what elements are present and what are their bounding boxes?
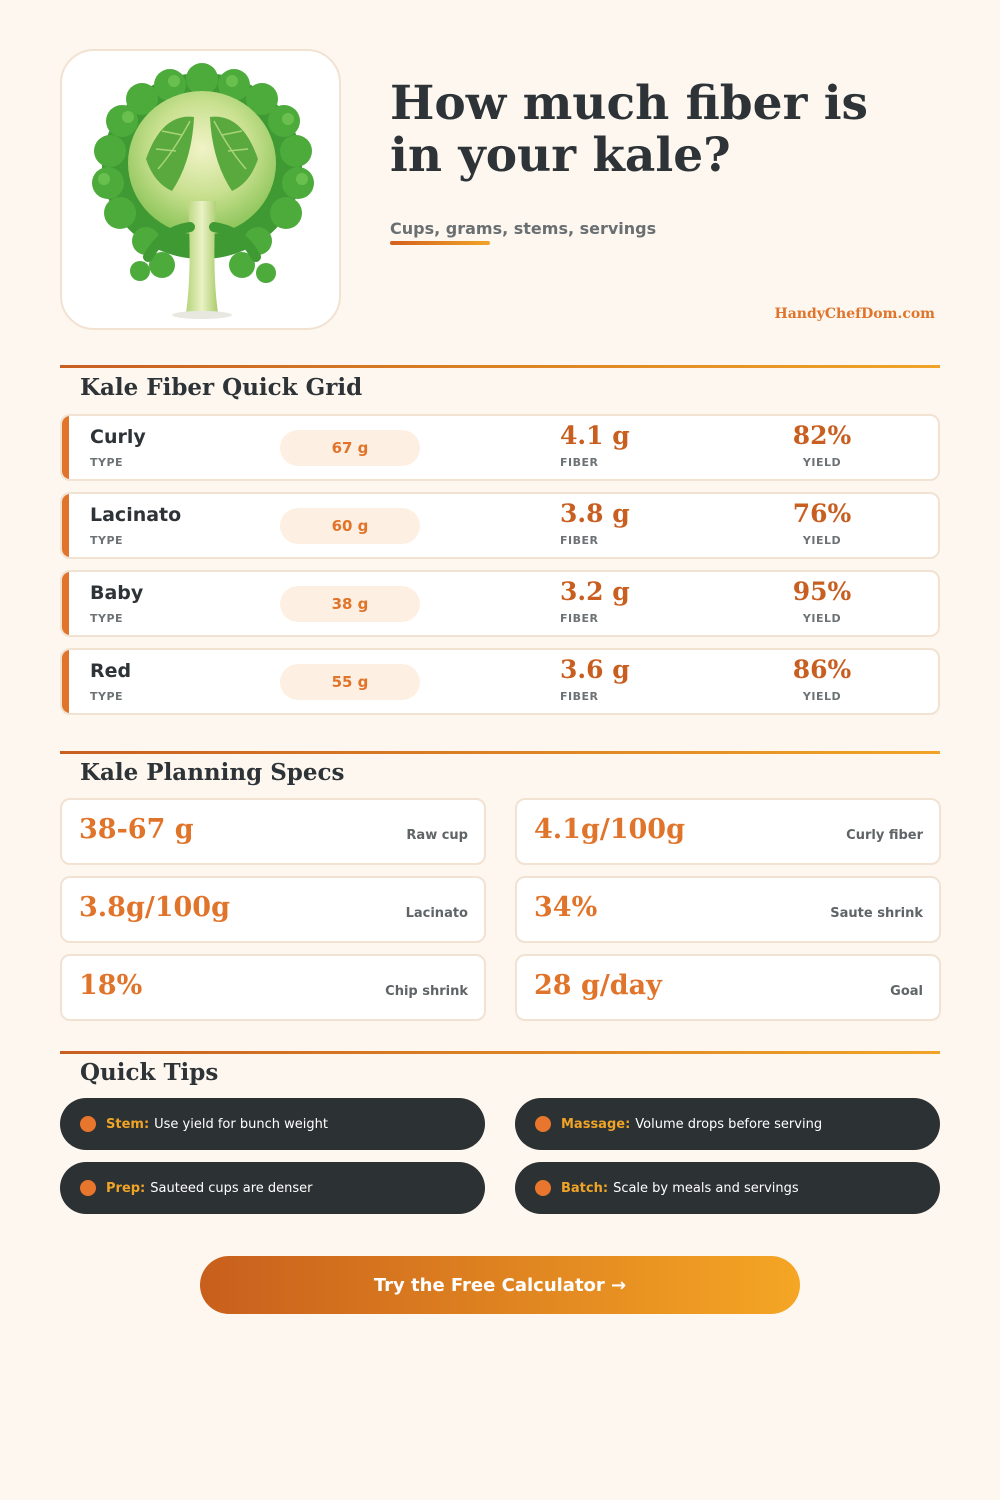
spec-label: Saute shrink <box>830 906 923 921</box>
yield-label: YIELD <box>802 690 842 703</box>
kale-leaf-icon <box>62 51 341 330</box>
type-label: TYPE <box>90 612 124 625</box>
yield-value: 86% <box>792 655 852 684</box>
spec-label: Chip shrink <box>385 984 468 999</box>
yield-value: 95% <box>792 577 852 606</box>
spec-card-curly-fiber <box>515 798 941 865</box>
section-divider <box>60 751 940 754</box>
bullet-dot-icon <box>80 1116 96 1132</box>
type-label: TYPE <box>90 456 124 469</box>
spec-label: Raw cup <box>406 828 468 843</box>
planning-specs-title: Kale Planning Specs <box>80 759 345 786</box>
tip-key: Stem: <box>106 1116 150 1132</box>
tip-massage <box>515 1098 940 1150</box>
fiber-value: 3.2 g <box>560 577 630 606</box>
spec-card-chip-shrink <box>60 954 486 1021</box>
fiber-label: FIBER <box>560 534 599 547</box>
spec-value: 38-67 g <box>79 814 194 845</box>
page-subtitle: Cups, grams, stems, servings <box>390 219 657 238</box>
section-divider <box>60 1051 940 1054</box>
kale-type: Red <box>90 660 132 682</box>
section-divider <box>60 365 940 368</box>
page-title <box>390 78 950 182</box>
row-accent-bar <box>62 494 69 557</box>
kale-type: Lacinato <box>90 504 182 526</box>
tip-prep <box>60 1162 485 1214</box>
yield-label: YIELD <box>802 612 842 625</box>
gram-pill: 67 g <box>280 430 420 466</box>
spec-card-saute-shrink <box>515 876 941 943</box>
tip-key: Prep: <box>106 1180 146 1196</box>
spec-value: 18% <box>79 970 143 1001</box>
gram-pill: 38 g <box>280 586 420 622</box>
spec-card-goal <box>515 954 941 1021</box>
type-label: TYPE <box>90 534 124 547</box>
tip-stem <box>60 1098 485 1150</box>
quick-tips-title: Quick Tips <box>80 1059 219 1086</box>
bullet-dot-icon <box>535 1116 551 1132</box>
tip-text: Volume drops before serving <box>635 1116 823 1132</box>
bullet-dot-icon <box>80 1180 96 1196</box>
grid-row-curly <box>60 414 940 481</box>
title-line-1: How much fiber is <box>390 76 869 131</box>
fiber-value: 4.1 g <box>560 421 630 450</box>
spec-value: 34% <box>534 892 598 923</box>
bullet-dot-icon <box>535 1180 551 1196</box>
tip-batch <box>515 1162 940 1214</box>
tip-key: Batch: <box>561 1180 609 1196</box>
tip-text: Use yield for bunch weight <box>154 1116 328 1132</box>
brand-link[interactable]: HandyChefDom.com <box>774 306 935 322</box>
spec-value: 3.8g/100g <box>79 892 230 923</box>
spec-card-raw-cup <box>60 798 486 865</box>
row-accent-bar <box>62 650 69 713</box>
yield-value: 82% <box>792 421 852 450</box>
spec-value: 28 g/day <box>534 970 662 1001</box>
hero-image-card <box>60 49 341 330</box>
quick-grid-title: Kale Fiber Quick Grid <box>80 374 363 401</box>
fiber-label: FIBER <box>560 456 599 469</box>
tip-text: Scale by meals and servings <box>613 1180 799 1196</box>
yield-value: 76% <box>792 499 852 528</box>
spec-value: 4.1g/100g <box>534 814 685 845</box>
gram-pill: 55 g <box>280 664 420 700</box>
spec-label: Curly fiber <box>846 828 923 843</box>
spec-label: Goal <box>890 984 923 999</box>
tip-key: Massage: <box>561 1116 631 1132</box>
grid-row-red <box>60 648 940 715</box>
yield-label: YIELD <box>802 456 842 469</box>
grid-row-baby <box>60 570 940 637</box>
subtitle-underline <box>390 241 490 245</box>
title-line-2: in your kale? <box>390 128 731 183</box>
gram-pill: 60 g <box>280 508 420 544</box>
grid-row-lacinato <box>60 492 940 559</box>
fiber-value: 3.6 g <box>560 655 630 684</box>
fiber-value: 3.8 g <box>560 499 630 528</box>
spec-label: Lacinato <box>405 906 468 921</box>
kale-type: Curly <box>90 426 146 448</box>
spec-card-lacinato <box>60 876 486 943</box>
yield-label: YIELD <box>802 534 842 547</box>
fiber-label: FIBER <box>560 690 599 703</box>
calculator-cta-button[interactable]: Try the Free Calculator → <box>200 1256 800 1314</box>
fiber-label: FIBER <box>560 612 599 625</box>
type-label: TYPE <box>90 690 124 703</box>
row-accent-bar <box>62 572 69 635</box>
tip-text: Sauteed cups are denser <box>150 1180 313 1196</box>
row-accent-bar <box>62 416 69 479</box>
kale-type: Baby <box>90 582 144 604</box>
